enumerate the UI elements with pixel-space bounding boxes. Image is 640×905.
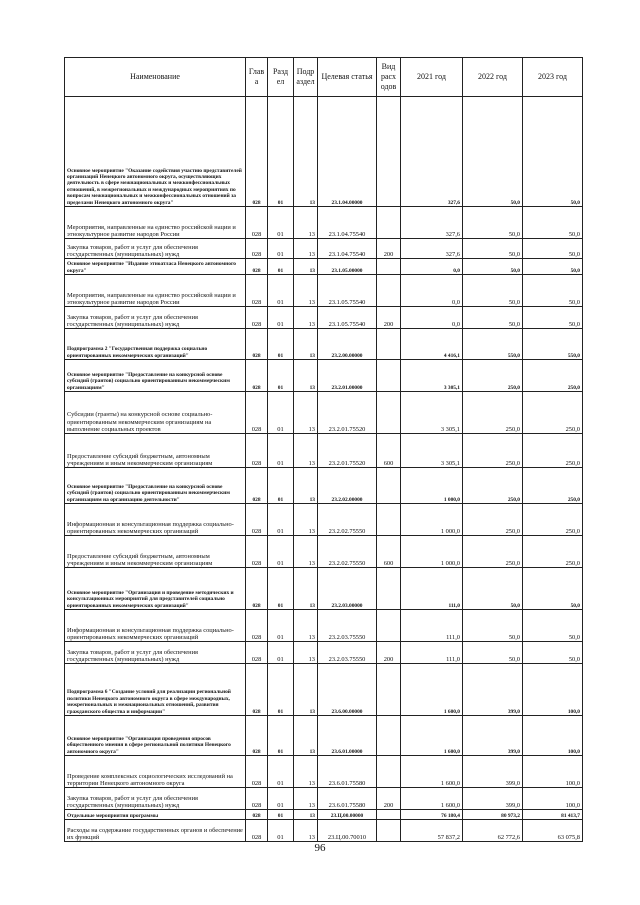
header-name: Наименование: [65, 58, 246, 97]
cell-expense-type: [377, 810, 401, 820]
cell-year-2022: 550,0: [463, 329, 523, 360]
table-body: [65, 97, 583, 842]
cell-year-2023: 50,0: [523, 97, 583, 207]
table-row: [65, 568, 583, 610]
cell-section: 01: [268, 468, 294, 504]
header-year-2023: 2023 год: [523, 58, 583, 97]
cell-name: Закупка товаров, работ и услуг для обеспечения государственных (муниципальных) нужд: [65, 788, 246, 810]
budget-table: [64, 57, 583, 842]
cell-target-article: 23.1.04.75540: [318, 207, 377, 239]
cell-section: 01: [268, 664, 294, 716]
table-row: [65, 788, 583, 810]
cell-expense-type: [377, 468, 401, 504]
cell-section: 01: [268, 788, 294, 810]
cell-subsection: 13: [294, 610, 318, 642]
table-row: [65, 207, 583, 239]
cell-target-article: 23.2.02.00000: [318, 468, 377, 504]
cell-subsection: 13: [294, 468, 318, 504]
cell-year-2023: 63 075,8: [523, 820, 583, 842]
cell-year-2021: 327,6: [401, 207, 463, 239]
cell-expense-type: [377, 664, 401, 716]
header-section: Разд ел: [268, 58, 294, 97]
cell-name: Закупка товаров, работ и услуг для обеспечения государственных (муниципальных) нужд: [65, 642, 246, 664]
cell-target-article: 23.Ц.00.00000: [318, 810, 377, 820]
cell-target-article: 23.1.05.00000: [318, 259, 377, 275]
cell-year-2022: 250,0: [463, 468, 523, 504]
cell-year-2021: 0,0: [401, 259, 463, 275]
cell-expense-type: 600: [377, 434, 401, 468]
header-target-article: Целевая статья: [318, 58, 377, 97]
cell-section: 01: [268, 329, 294, 360]
cell-name: Информационная и консультационная поддержка социально-ориентированных некоммерческих организаций: [65, 610, 246, 642]
cell-section: 01: [268, 504, 294, 536]
cell-subsection: 13: [294, 259, 318, 275]
cell-section: 01: [268, 207, 294, 239]
cell-year-2023: 50,0: [523, 275, 583, 307]
cell-target-article: 23.6.00.00000: [318, 664, 377, 716]
header-subsection: Подр аздел: [294, 58, 318, 97]
cell-chapter: 028: [246, 392, 268, 434]
cell-year-2022: 399,0: [463, 664, 523, 716]
header-row: [65, 58, 583, 97]
cell-section: 01: [268, 536, 294, 568]
cell-name: Основное мероприятие "Издание этноатласа Ненецкого автономного округа": [65, 259, 246, 275]
cell-year-2022: 399,0: [463, 756, 523, 788]
cell-year-2022: 50,0: [463, 610, 523, 642]
cell-year-2023: 81 413,7: [523, 810, 583, 820]
cell-expense-type: [377, 820, 401, 842]
cell-subsection: 13: [294, 307, 318, 329]
cell-year-2023: 250,0: [523, 536, 583, 568]
cell-target-article: 23.6.01.00000: [318, 716, 377, 756]
cell-section: 01: [268, 275, 294, 307]
cell-year-2022: 250,0: [463, 504, 523, 536]
cell-section: 01: [268, 610, 294, 642]
cell-chapter: 028: [246, 788, 268, 810]
cell-year-2021: 0,0: [401, 307, 463, 329]
cell-name: Закупка товаров, работ и услуг для обеспечения государственных (муниципальных) нужд: [65, 307, 246, 329]
cell-year-2022: 399,0: [463, 788, 523, 810]
cell-target-article: 23.1.04.00000: [318, 97, 377, 207]
cell-section: 01: [268, 434, 294, 468]
cell-year-2021: 4 416,1: [401, 329, 463, 360]
cell-name: Мероприятия, направленные на единство российской нации и этнокультурное развитие народов России: [65, 207, 246, 239]
cell-expense-type: 200: [377, 307, 401, 329]
cell-year-2022: 50,0: [463, 642, 523, 664]
table-row: [65, 307, 583, 329]
cell-chapter: 028: [246, 468, 268, 504]
cell-name: Основное мероприятие "Предоставление на конкурсной основе субсидий (грантов) социально ориентированным некоммерческим организациям": [65, 360, 246, 392]
cell-name: Субсидии (гранты) на конкурсной основе социально-ориентированным некоммерческим организациям на выполнение социальных проектов: [65, 392, 246, 434]
cell-year-2021: 76 180,4: [401, 810, 463, 820]
cell-name: Отдельные мероприятия программы: [65, 810, 246, 820]
cell-subsection: 13: [294, 810, 318, 820]
cell-subsection: 13: [294, 504, 318, 536]
cell-chapter: 028: [246, 568, 268, 610]
cell-expense-type: 600: [377, 536, 401, 568]
table-row: [65, 392, 583, 434]
cell-subsection: 13: [294, 239, 318, 259]
cell-subsection: 13: [294, 664, 318, 716]
cell-name: Расходы на содержание государственных органов и обеспечение их функций: [65, 820, 246, 842]
cell-year-2022: 250,0: [463, 536, 523, 568]
cell-subsection: 13: [294, 536, 318, 568]
cell-name: Подпрограмма 2 "Государственная поддержка социально ориентированных некоммерческих организаций": [65, 329, 246, 360]
cell-year-2021: 57 837,2: [401, 820, 463, 842]
cell-year-2023: 250,0: [523, 434, 583, 468]
cell-chapter: 028: [246, 275, 268, 307]
cell-year-2022: 250,0: [463, 360, 523, 392]
cell-target-article: 23.1.04.75540: [318, 239, 377, 259]
cell-year-2021: 111,0: [401, 568, 463, 610]
table-row: [65, 610, 583, 642]
cell-year-2021: 111,0: [401, 642, 463, 664]
cell-expense-type: [377, 504, 401, 536]
cell-year-2022: 50,0: [463, 275, 523, 307]
budget-table-container: [64, 57, 582, 842]
cell-expense-type: [377, 97, 401, 207]
cell-year-2021: 1 000,0: [401, 504, 463, 536]
cell-year-2021: 327,6: [401, 97, 463, 207]
cell-year-2021: 111,0: [401, 610, 463, 642]
cell-expense-type: [377, 207, 401, 239]
cell-year-2023: 100,0: [523, 664, 583, 716]
cell-section: 01: [268, 97, 294, 207]
cell-subsection: 13: [294, 820, 318, 842]
cell-target-article: 23.2.02.75550: [318, 536, 377, 568]
cell-year-2021: 1 600,0: [401, 788, 463, 810]
table-row: [65, 275, 583, 307]
cell-chapter: 028: [246, 97, 268, 207]
cell-section: 01: [268, 810, 294, 820]
cell-expense-type: 200: [377, 788, 401, 810]
cell-subsection: 13: [294, 642, 318, 664]
cell-subsection: 13: [294, 97, 318, 207]
cell-subsection: 13: [294, 434, 318, 468]
cell-year-2023: 250,0: [523, 392, 583, 434]
cell-target-article: 23.2.01.00000: [318, 360, 377, 392]
cell-target-article: 23.1.05.75540: [318, 275, 377, 307]
cell-year-2021: 0,0: [401, 275, 463, 307]
cell-expense-type: [377, 716, 401, 756]
cell-section: 01: [268, 716, 294, 756]
cell-chapter: 028: [246, 259, 268, 275]
cell-subsection: 13: [294, 568, 318, 610]
cell-year-2021: 1 000,0: [401, 468, 463, 504]
cell-section: 01: [268, 756, 294, 788]
cell-year-2021: 3 305,1: [401, 360, 463, 392]
cell-chapter: 028: [246, 664, 268, 716]
cell-year-2023: 50,0: [523, 642, 583, 664]
cell-year-2022: 50,0: [463, 259, 523, 275]
cell-section: 01: [268, 259, 294, 275]
cell-target-article: 23.2.00.00000: [318, 329, 377, 360]
cell-year-2022: 250,0: [463, 392, 523, 434]
table-row: [65, 97, 583, 207]
cell-year-2023: 100,0: [523, 756, 583, 788]
cell-name: Закупка товаров, работ и услуг для обеспечения государственных (муниципальных) нужд: [65, 239, 246, 259]
cell-expense-type: [377, 275, 401, 307]
cell-expense-type: [377, 610, 401, 642]
table-row: [65, 810, 583, 820]
cell-subsection: 13: [294, 329, 318, 360]
cell-expense-type: [377, 259, 401, 275]
cell-year-2022: 62 772,6: [463, 820, 523, 842]
cell-year-2021: 1 600,0: [401, 664, 463, 716]
cell-expense-type: [377, 568, 401, 610]
cell-target-article: 23.1.05.75540: [318, 307, 377, 329]
table-row: [65, 756, 583, 788]
table-row: [65, 434, 583, 468]
cell-chapter: 028: [246, 329, 268, 360]
cell-subsection: 13: [294, 392, 318, 434]
cell-name: Проведение комплексных социологических исследований на территории Ненецкого автономного округа: [65, 756, 246, 788]
cell-year-2023: 50,0: [523, 259, 583, 275]
cell-year-2023: 100,0: [523, 716, 583, 756]
cell-year-2022: 80 973,2: [463, 810, 523, 820]
cell-section: 01: [268, 642, 294, 664]
cell-chapter: 028: [246, 610, 268, 642]
cell-name: Предоставление субсидий бюджетным, автономным учреждениям и иным некоммерческим организациям: [65, 536, 246, 568]
cell-section: 01: [268, 820, 294, 842]
cell-year-2023: 250,0: [523, 504, 583, 536]
cell-name: Предоставление субсидий бюджетным, автономным учреждениям и иным некоммерческим организациям: [65, 434, 246, 468]
cell-name: Основное мероприятие "Предоставление на конкурсной основе субсидий (грантов) социально ориентированным некоммерческим организациям на организацию деятельности": [65, 468, 246, 504]
cell-expense-type: [377, 756, 401, 788]
cell-chapter: 028: [246, 239, 268, 259]
table-row: [65, 329, 583, 360]
table-row: [65, 360, 583, 392]
header-year-2022: 2022 год: [463, 58, 523, 97]
cell-name: Подпрограмма 6 "Создание условий для реализации региональной политики Ненецкого автономного округа в сфере международных, межрегиональных и межнациональных отношений, развития гражданского общества и информации": [65, 664, 246, 716]
cell-subsection: 13: [294, 716, 318, 756]
cell-year-2021: 327,6: [401, 239, 463, 259]
cell-year-2022: 50,0: [463, 207, 523, 239]
cell-expense-type: 200: [377, 239, 401, 259]
cell-target-article: 23.Ц.00.70010: [318, 820, 377, 842]
cell-target-article: 23.2.02.75550: [318, 504, 377, 536]
cell-year-2022: 250,0: [463, 434, 523, 468]
cell-name: Основное мероприятие "Организация и проведение методических и консультационных мероприятий для представителей социально ориентированных некоммерческих организаций": [65, 568, 246, 610]
cell-year-2023: 50,0: [523, 610, 583, 642]
cell-year-2022: 50,0: [463, 239, 523, 259]
cell-year-2023: 250,0: [523, 468, 583, 504]
cell-subsection: 13: [294, 788, 318, 810]
cell-section: 01: [268, 568, 294, 610]
cell-target-article: 23.2.03.00000: [318, 568, 377, 610]
cell-chapter: 028: [246, 307, 268, 329]
cell-year-2021: 3 305,1: [401, 434, 463, 468]
cell-year-2021: 1 600,0: [401, 716, 463, 756]
cell-name: Основное мероприятие "Оказание содействия участию представителей организаций Ненецкого автономного округа, осуществляющих деятельность в сфере межнациональных и межконфессиональных отношений, в межрегиональных и международных мероприятиях по вопросам межнациональных и межконфессиональных отношений за пределами Ненецкого автономного округа": [65, 97, 246, 207]
cell-year-2023: 550,0: [523, 329, 583, 360]
cell-name: Основное мероприятие "Организация проведения опросов общественного мнения в сфере региональной политики Ненецкого автономного округа": [65, 716, 246, 756]
cell-year-2023: 100,0: [523, 788, 583, 810]
cell-expense-type: [377, 360, 401, 392]
cell-year-2023: 50,0: [523, 239, 583, 259]
table-row: [65, 504, 583, 536]
table-row: [65, 259, 583, 275]
cell-chapter: 028: [246, 642, 268, 664]
cell-year-2021: 1 600,0: [401, 756, 463, 788]
cell-year-2022: 399,0: [463, 716, 523, 756]
cell-subsection: 13: [294, 207, 318, 239]
cell-target-article: 23.6.01.75580: [318, 788, 377, 810]
cell-section: 01: [268, 360, 294, 392]
cell-expense-type: [377, 392, 401, 434]
header-expense-type: Вид расх одов: [377, 58, 401, 97]
table-row: [65, 239, 583, 259]
cell-chapter: 028: [246, 756, 268, 788]
cell-chapter: 028: [246, 810, 268, 820]
cell-year-2022: 50,0: [463, 568, 523, 610]
page-number: 96: [314, 842, 326, 854]
cell-subsection: 13: [294, 756, 318, 788]
cell-year-2023: 50,0: [523, 207, 583, 239]
header-chapter: Глав а: [246, 58, 268, 97]
cell-chapter: 028: [246, 716, 268, 756]
cell-target-article: 23.6.01.75580: [318, 756, 377, 788]
cell-chapter: 028: [246, 820, 268, 842]
cell-target-article: 23.2.03.75550: [318, 642, 377, 664]
cell-year-2022: 50,0: [463, 97, 523, 207]
cell-chapter: 028: [246, 536, 268, 568]
table-row: [65, 820, 583, 842]
cell-name: Информационная и консультационная поддержка социально-ориентированных некоммерческих организаций: [65, 504, 246, 536]
cell-section: 01: [268, 307, 294, 329]
cell-year-2022: 50,0: [463, 307, 523, 329]
cell-target-article: 23.2.01.75520: [318, 392, 377, 434]
cell-year-2021: 3 305,1: [401, 392, 463, 434]
cell-target-article: 23.2.03.75550: [318, 610, 377, 642]
cell-section: 01: [268, 239, 294, 259]
cell-year-2023: 250,0: [523, 360, 583, 392]
table-row: [65, 664, 583, 716]
table-row: [65, 716, 583, 756]
table-row: [65, 468, 583, 504]
header-year-2021: 2021 год: [401, 58, 463, 97]
cell-expense-type: 200: [377, 642, 401, 664]
cell-subsection: 13: [294, 360, 318, 392]
cell-chapter: 028: [246, 360, 268, 392]
cell-subsection: 13: [294, 275, 318, 307]
cell-year-2021: 1 000,0: [401, 536, 463, 568]
cell-chapter: 028: [246, 504, 268, 536]
cell-name: Мероприятия, направленные на единство российской нации и этнокультурное развитие народов России: [65, 275, 246, 307]
cell-section: 01: [268, 392, 294, 434]
cell-chapter: 028: [246, 207, 268, 239]
cell-target-article: 23.2.01.75520: [318, 434, 377, 468]
cell-year-2023: 50,0: [523, 568, 583, 610]
cell-expense-type: [377, 329, 401, 360]
cell-chapter: 028: [246, 434, 268, 468]
cell-year-2023: 50,0: [523, 307, 583, 329]
table-row: [65, 536, 583, 568]
table-row: [65, 642, 583, 664]
